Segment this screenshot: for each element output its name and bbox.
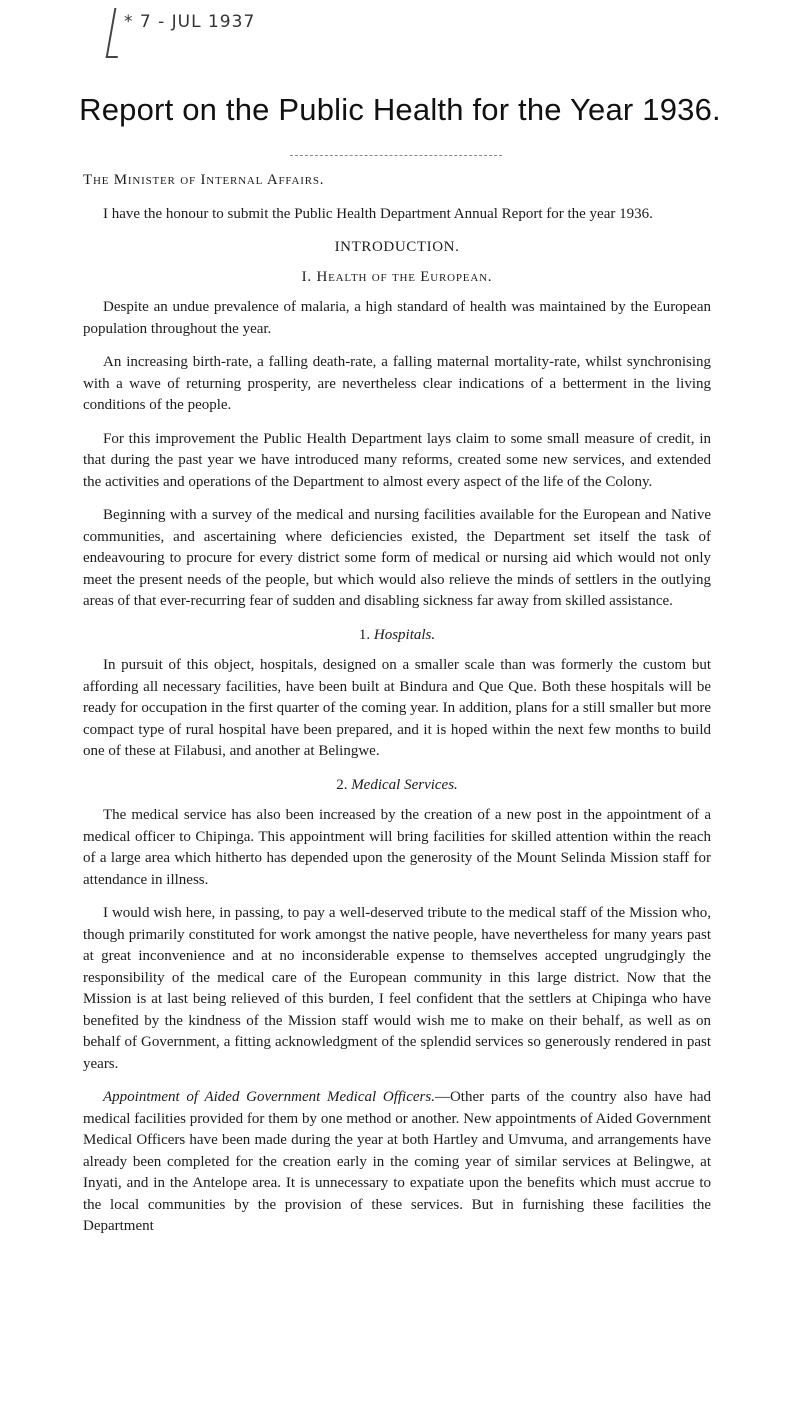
aided-officers-text: —Other parts of the country also have had medical facilities provided for them by one method or another. New appointments of Aided Government Medical Officers have been made during the year at both Hartley and Umvuma, and arrangements have already been completed for the creation early in the coming year of similar services at Belingwe, at Inyati, and in the Antelope area. It is unnecessary to expatiate upon the benefits which must accrue to the local communities by the provision of these services. But in furnishing these facilities the Department (83, 1089, 711, 1234)
european-health-subheading: I. Health of the European. (301, 268, 493, 285)
paragraph-aided-officers (83, 1087, 711, 1238)
section-name: Hospitals. (373, 626, 436, 643)
section-hospitals-heading (83, 625, 711, 647)
opening-paragraph: I have the honour to submit the Public Health Department Annual Report for the year 1936. (103, 205, 653, 222)
paragraph-malaria: Despite an undue prevalence of malaria, a high standard of health was maintained by the European population throughout the year. (83, 299, 711, 337)
addressee: The Minister of Internal Affairs. (83, 172, 325, 188)
section-medical-services-heading (83, 775, 711, 797)
document-body (83, 170, 711, 1250)
title-divider (290, 155, 502, 156)
paragraph-birth-rate: An increasing birth-rate, a falling death-rate, a falling maternal mortality-rate, whilst synchronising with a wave of returning prosperity, are nevertheless clear indications of a betterment in the living conditions of the people. (83, 354, 711, 413)
section-number: 2. (336, 776, 348, 793)
page-title: Report on the Public Health for the Year 1936. (79, 92, 721, 127)
paragraph-chipinga: The medical service has also been increased by the creation of a new post in the appointment of a medical officer to Chipinga. This appointment will bring facilities for skilled attention within the reach of a large area which hitherto has depended upon the generosity of the Mount Selinda Mission staff for attendance in illness. (83, 807, 711, 888)
paragraph-improvement: For this improvement the Public Health Department lays claim to some small measure of credit, in that during the past year we have introduced many reforms, created some new services, and extended the activities and operations of the Department to almost every aspect of the life of the Colony. (83, 430, 711, 490)
paragraph-hospitals: In pursuit of this object, hospitals, designed on a smaller scale than was formerly the custom but affording all necessary facilities, have been built at Bindura and Que Que. Both these hospitals will be ready for occupation in the first quarter of the coming year. In addition, plans for a still smaller but more compact type of rural hospital have been prepared, and it is hoped within the next few months to build one of these at Filabusi, and another at Belingwe. (83, 657, 711, 759)
aided-officers-lead: Appointment of Aided Government Medical Officers. (103, 1089, 435, 1105)
stamp-text: * 7 - JUL 1937 (124, 12, 256, 32)
introduction-heading: INTRODUCTION. (334, 239, 460, 255)
date-received-stamp (110, 8, 350, 48)
section-number: 1. (358, 626, 371, 643)
paragraph-mission-tribute: I would wish here, in passing, to pay a well-deserved tribute to the medical staff of the Mission who, though primarily constituted for work amongst the native people, have nevertheless for many years past at great inconvenience and at no inconsiderable expense to themselves accepted ungrudgingly the responsibility of the medical care of the European community in this large district. Now that the Mission is at last being relieved of this burden, I feel confident that the settlers at Chipinga who have benefited by the kindness of the Mission staff would wish me to make on their behalf, as well as on behalf of Government, a fitting acknowledgment of the splendid services so generously rendered in past years. (83, 905, 711, 1072)
paragraph-survey: Beginning with a survey of the medical and nursing facilities available for the European and Native communities, and ascertaining where deficiencies existed, the Department set itself the task of endeavouring to procure for every district some form of medical or nursing aid which would not only meet the present needs of the people, but which would also relieve the minds of settlers in the outlying areas of that ever-recurring fear of sudden and disabling sickness far away from skilled assistance. (83, 507, 711, 609)
section-name: Medical Services. (351, 776, 458, 793)
